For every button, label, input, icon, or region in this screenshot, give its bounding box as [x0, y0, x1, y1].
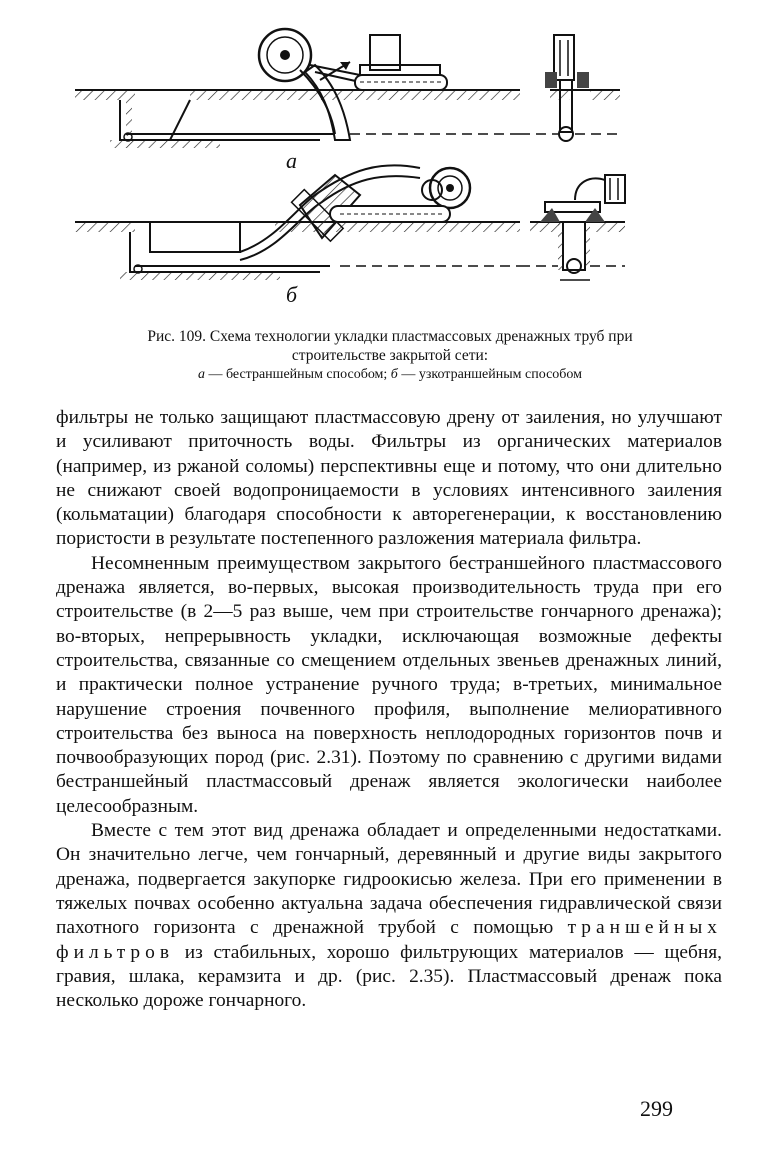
figure-caption: [40, 327, 740, 384]
legend-a-text: — бестраншейным способом;: [204, 367, 391, 382]
paragraph-1: фильтры не только защищают пластмассовую дрену от заиления, но улучшают и усиливают приточность воды. Фильтры из органических материалов (например, из ржаной соломы) перспективны еще и потому, что они длительно не снижают своей водопроницаемости в условиях интенсивного заиления (кольматации) благодаря способности к авторегенерации, к восстановлению пористости в результате постепенного разложения материала фильтра.: [56, 407, 722, 550]
body-text: [56, 406, 722, 1013]
legend-b-text: — узкотраншейным способом: [397, 367, 583, 382]
caption-title-line1: Рис. 109. Схема технологии укладки пластмассовых дренажных труб при: [147, 328, 633, 345]
paragraph-3-start: Вместе с тем этот вид дренажа обладает и определенными недостатками. Он значительно легче, чем гончарный, деревянный и другие виды закрытого дренажа, подвергается закупорке гидроокисью железа. При его применении в тяжелых почвах особенно актуальна задача обеспечения гидравлической связи пахотного горизонта с дренажной трубой с помощью: [56, 820, 722, 939]
legend-b-letter: б: [390, 367, 398, 382]
legend-a-letter: а: [197, 367, 205, 382]
diagram-b: [75, 165, 625, 280]
diagram-a: [75, 29, 620, 148]
paragraph-2: Несомненным преимуществом закрытого бестраншейного пластмассового дренажа является, во-первых, высокая производительность труда при его строительстве (в 2—5 раз выше, чем при строительстве гончарного дренажа); во-вторых, непрерывность укладки, исключающая возможные дефекты строительства, связанные со смещением отдельных звеньев дренажных линий, и практически полное устранение ручного труда; в-третьих, минимальное нарушение строения почвенного профиля, выполнение мелиоративного строительства без выноса на поверхность неплодородных горизонтов почв и почвообразующих пород (рис. 2.31). Поэтому по сравнению с другими видами бестраншейный пластмассовый дренаж является экологически наиболее целесообразным.: [56, 552, 722, 817]
drainage-technology-diagram: [60, 10, 720, 320]
caption-title-line2: строительстве закрытой сети:: [291, 347, 489, 364]
figure-label-a: а: [286, 148, 297, 173]
paragraph-3-end: из стабильных, хорошо фильтрующих материалов — щебня, гравия, шлака, керамзита и др. (рис. 2.35). Пластмассовый дренаж пока несколько дороже гончарного.: [56, 941, 722, 1012]
figure-109: [60, 10, 720, 320]
paragraph-3-spaced-term: траншейных фильтров: [56, 917, 722, 963]
figure-label-b: б: [286, 282, 298, 307]
paragraph-3: [56, 819, 722, 1013]
page-number: 299: [640, 1096, 673, 1121]
caption-legend: [40, 365, 740, 384]
